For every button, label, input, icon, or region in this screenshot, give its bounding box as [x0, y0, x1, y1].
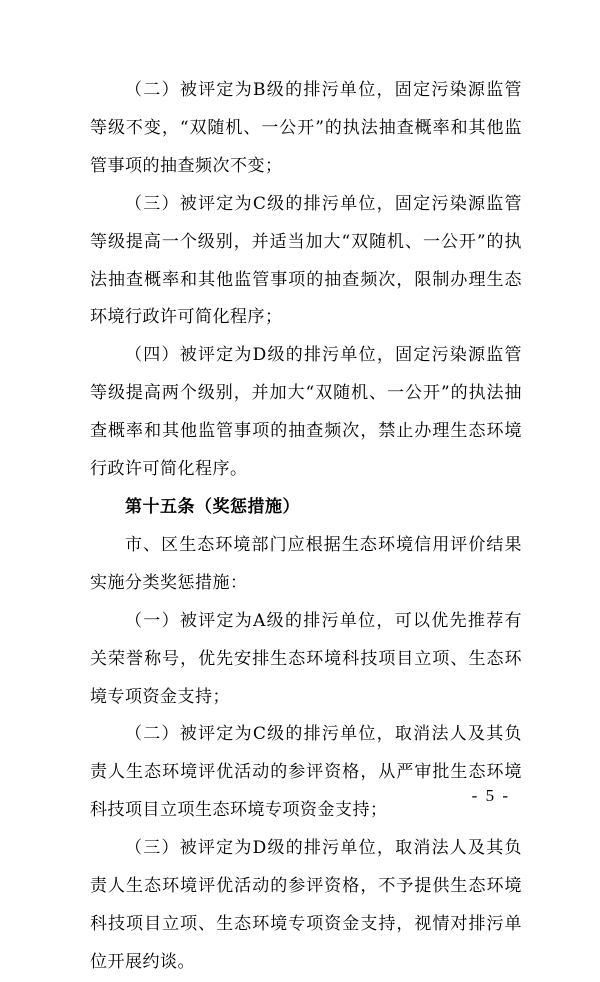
paragraph-reward-a-level: （一）被评定为A级的排污单位，可以优先推荐有关荣誉称号，优先安排生态环境科技项目立项、生态环境专项资金支持；	[90, 610, 522, 707]
paragraph-penalty-d-level: （三）被评定为D级的排污单位，取消法人及其负责人生态环境评优活动的参评资格，不予提供生态环境科技项目立项、生态环境专项资金支持，视情对排污单位开展约谈。	[90, 838, 522, 972]
page-number: - 5 -	[471, 786, 510, 805]
article-15-heading: 第十五条（奖惩措施）	[125, 496, 300, 517]
document-body	[90, 72, 522, 982]
paragraph-b-level: （二）被评定为B级的排污单位，固定污染源监管等级不变，“双随机、一公开”的执法抽查概率和其他监管事项的抽查频次不变；	[90, 80, 522, 176]
paragraph-d-level: （四）被评定为D级的排污单位，固定污染源监管等级提高两个级别，并加大“双随机、一公开”的执法抽查概率和其他监管事项的抽查频次，禁止办理生态环境行政许可简化程序。	[90, 345, 522, 480]
paragraph-penalty-c-level: （二）被评定为C级的排污单位，取消法人及其负责人生态环境评优活动的参评资格，从严审批生态环境科技项目立项生态环境专项资金支持；	[90, 724, 522, 821]
paragraph-measures-intro: 市、区生态环境部门应根据生态环境信用评价结果实施分类奖惩措施：	[90, 534, 522, 593]
paragraph-c-level: （三）被评定为C级的排污单位，固定污染源监管等级提高一个级别，并适当加大“双随机、一公开”的执法抽查概率和其他监管事项的抽查频次，限制办理生态环境行政许可简化程序；	[90, 193, 522, 328]
